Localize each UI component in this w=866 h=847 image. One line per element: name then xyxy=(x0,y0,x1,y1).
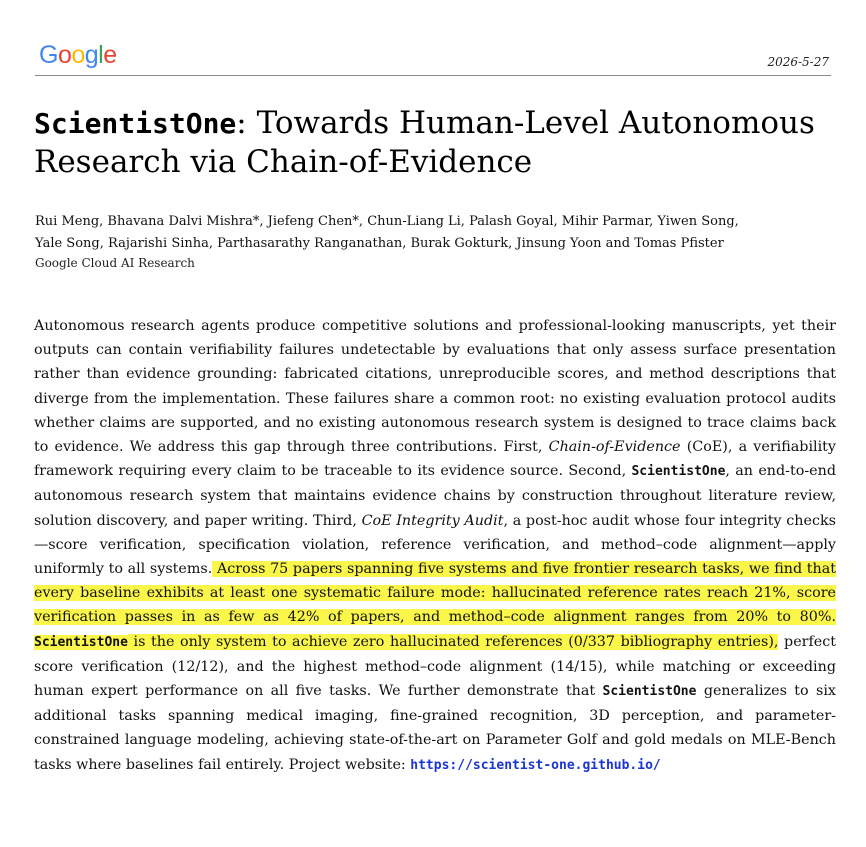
affiliation: Google Cloud AI Research xyxy=(35,256,195,270)
project-website-link[interactable]: https://scientist-one.github.io/ xyxy=(410,757,661,773)
title-system-name: ScientistOne xyxy=(34,107,237,140)
title-text: : Towards Human-Level Autonomous Research via Chain-of-Evidence xyxy=(34,105,815,180)
authors-line: Yale Song, Rajarishi Sinha, Parthasarathy Ranganathan, Burak Gokturk, Jinsung Yoon and Tomas Pfister xyxy=(35,236,724,251)
abstract-text: , an end-to-end autonomous research system that maintains evidence chains by construction throughout literature review, solution discovery, and paper writing. Third, xyxy=(34,463,836,529)
logo-letter: G xyxy=(39,41,58,69)
system-name: ScientistOne xyxy=(631,464,726,480)
logo-letter: g xyxy=(84,41,99,69)
logo-letter: l xyxy=(98,41,104,69)
highlighted-system-name: ScientistOne xyxy=(34,634,128,650)
abstract xyxy=(34,314,836,778)
highlighted-text: Across 75 papers spanning five systems and five frontier research tasks, we find that every baseline exhibits at least one systematic failure mode: hallucinated reference rates reach 21%, score verification passes in as few as 42% of papers, and method–code alignment ranges from 20% to 80%. xyxy=(34,561,836,626)
abstract-text: perfect score verification (12/12), and the highest method–code alignment (14/15), while matching or exceeding human expert performance on all five tasks. We further demonstrate that xyxy=(34,633,836,700)
logo-letter: o xyxy=(57,41,72,69)
system-name: ScientistOne xyxy=(602,684,697,700)
logo-letter: o xyxy=(71,41,85,69)
abstract-text: generalizes to six additional tasks spanning medical imaging, fine-grained recognition, 3D perception, and parameter-constrained language modeling, achieving state-of-the-art on Parameter Golf and gold medals on MLE-Bench tasks where baselines fail entirely. Project website: xyxy=(34,683,836,773)
publication-date: 2026-5-27 xyxy=(767,55,829,69)
audit-term: CoE Integrity Audit xyxy=(361,512,504,529)
abstract-text: (CoE), a verifiability framework requiring every claim to be traceable to its evidence source. Second, xyxy=(34,439,836,480)
authors-line: Rui Meng, Bhavana Dalvi Mishra*, Jiefeng Chen*, Chun-Liang Li, Palash Goyal, Mihir Parmar, Yiwen Song, xyxy=(35,214,739,229)
author-list xyxy=(35,211,835,255)
paper-title xyxy=(34,104,834,182)
logo-letter: e xyxy=(103,41,117,69)
google-logo xyxy=(39,40,117,70)
coe-term: Chain-of-Evidence xyxy=(548,439,681,456)
highlighted-text: is the only system to achieve zero hallucinated references (0/337 bibliography entries), xyxy=(127,633,779,650)
abstract-text: Autonomous research agents produce competitive solutions and professional-looking manuscripts, yet their outputs can contain verifiability failures undetectable by evaluations that only assess surface presentation rather than evidence grounding: fabricated citations, unreproducible scores, and method descriptions that diverge from the implementation. These failures share a common root: no existing evaluation protocol audits whether claims are supported, and no existing autonomous research system is designed to trace claims back to evidence. We address this gap through three contributions. First, xyxy=(34,318,836,456)
abstract-text: , a post-hoc audit whose four integrity checks—score verification, specification violation, reference verification, and method–code alignment—apply uniformly to all systems. xyxy=(34,512,836,578)
page-header xyxy=(35,40,831,76)
